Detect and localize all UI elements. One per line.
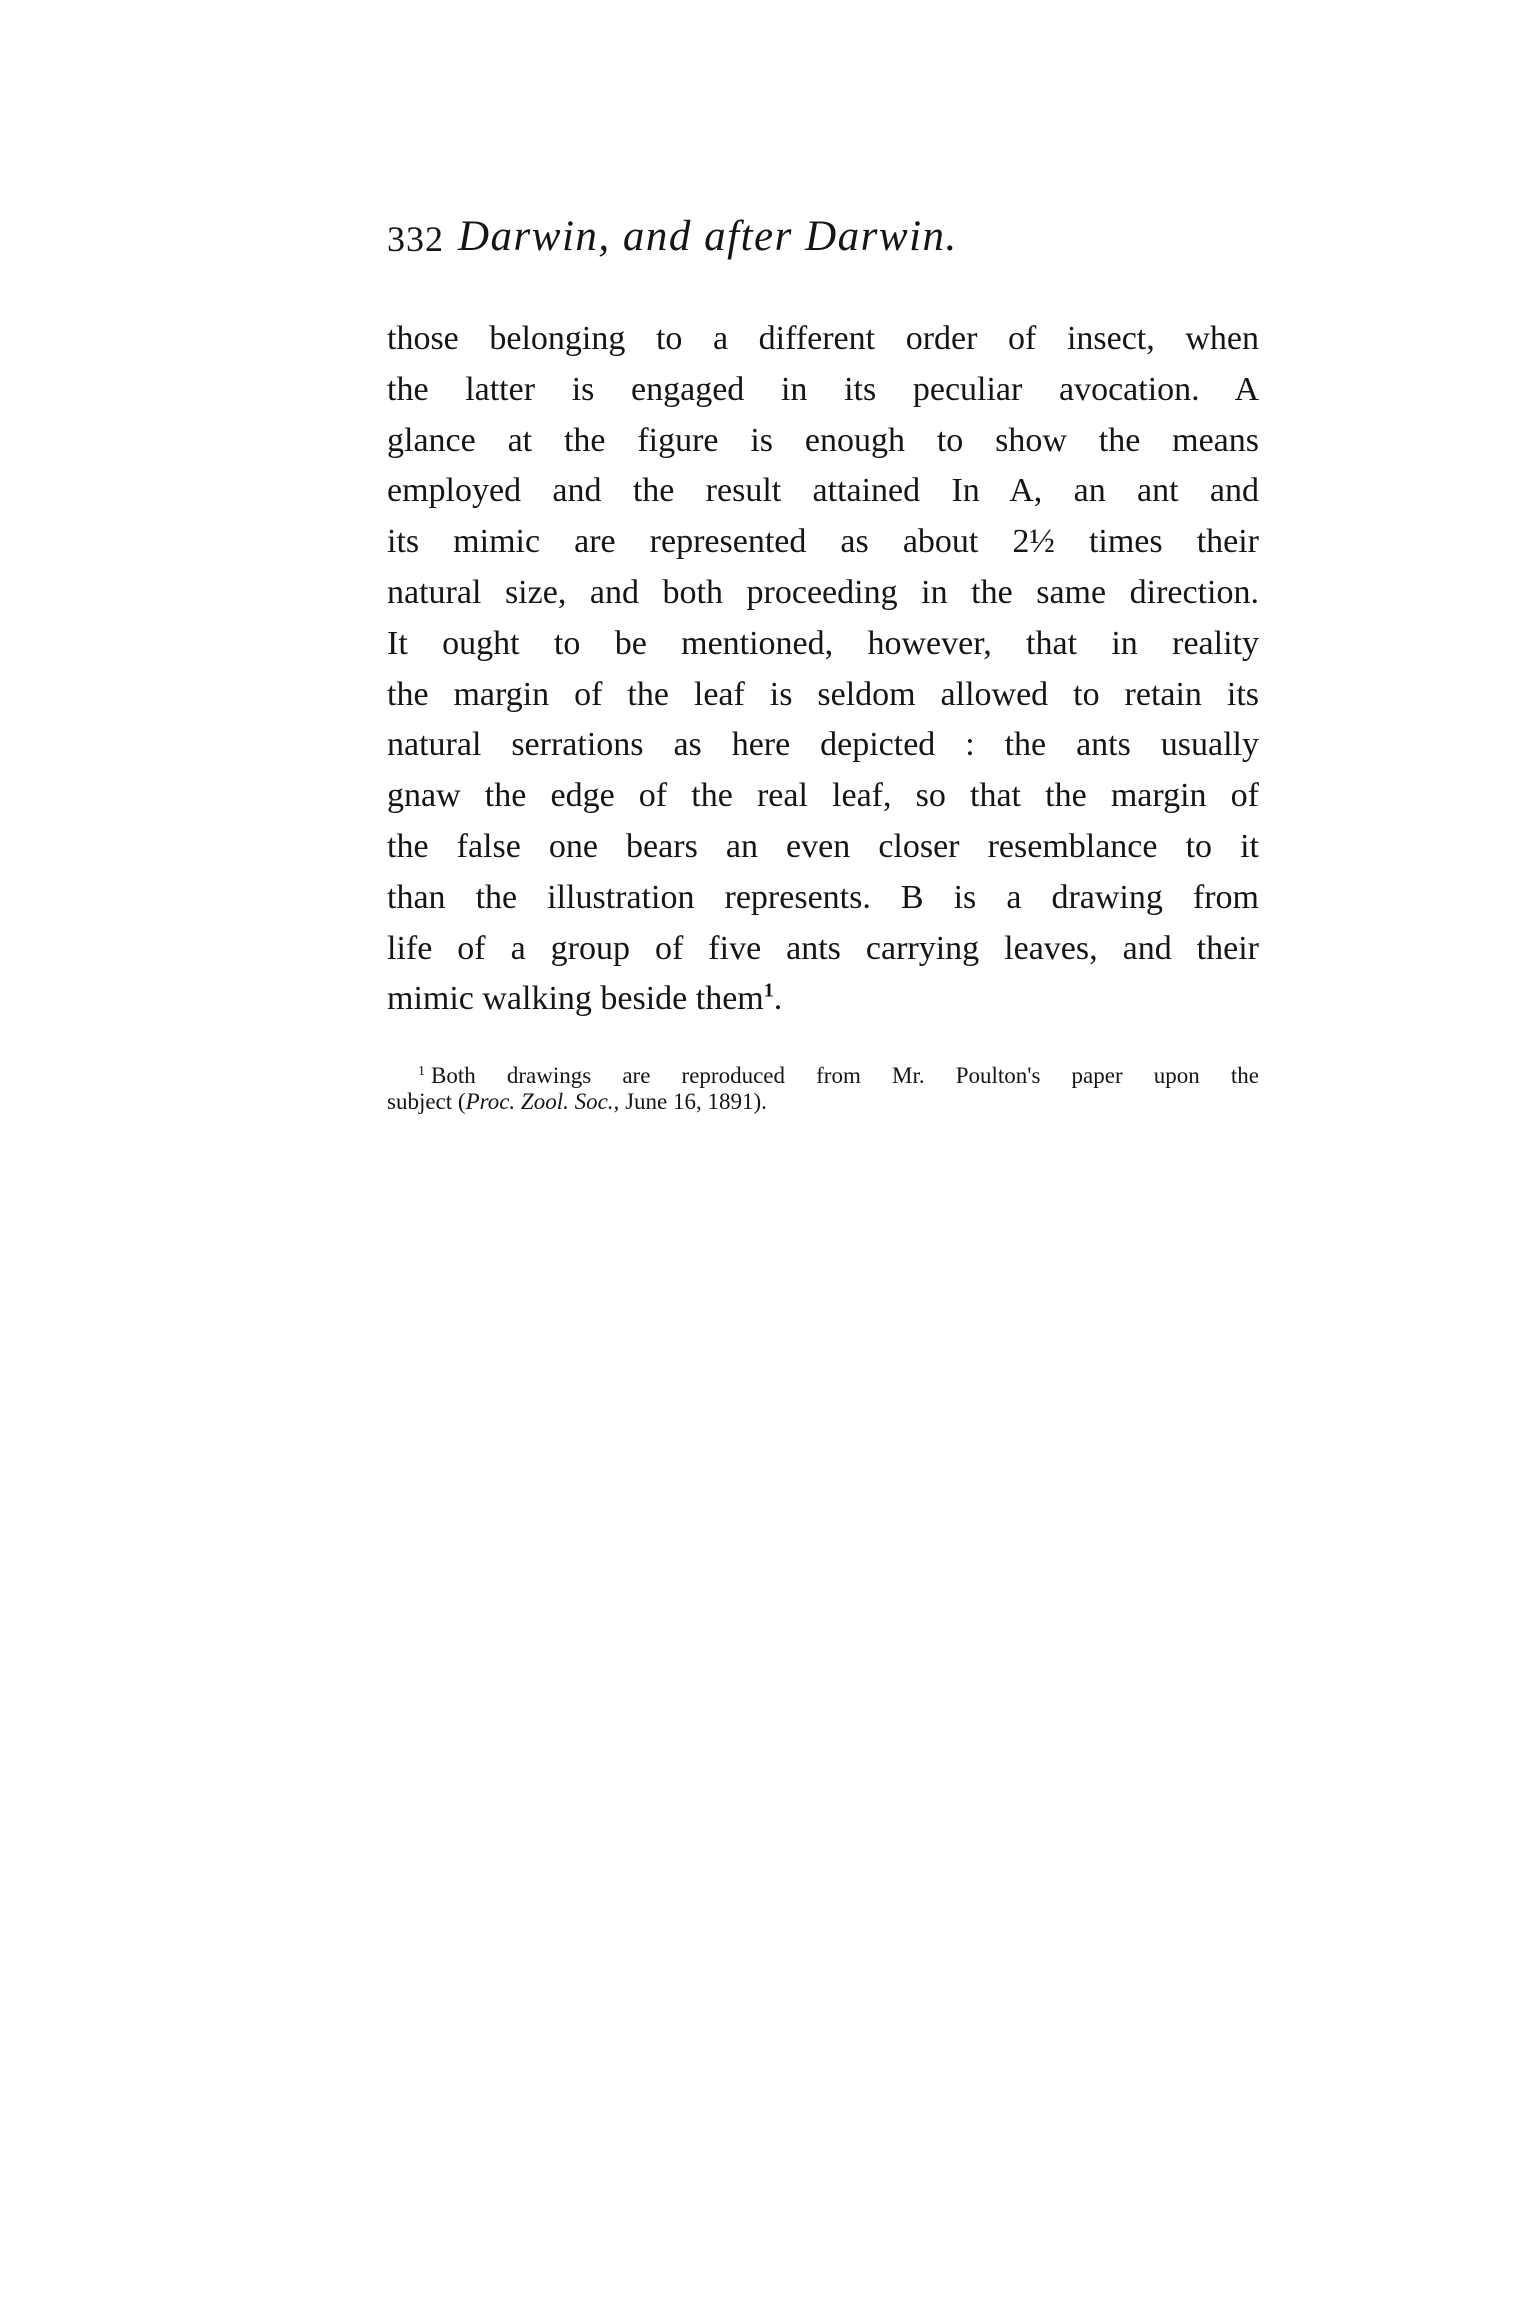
footnote-text: June 16, 1891). [619, 1089, 767, 1114]
footnote-line [387, 1057, 1259, 1087]
footnote-text: Both drawings are reproduced from Mr. Poulton's paper upon the [431, 1063, 1259, 1088]
text-line: gnaw the edge of the real leaf, so that the margin of [387, 777, 1259, 815]
text-line: natural size, and both proceeding in the same direction. [387, 573, 1259, 611]
footnote-text: subject ( [387, 1089, 466, 1114]
text-line: the false one bears an even closer resemblance to it [387, 827, 1259, 865]
running-header [387, 212, 1259, 268]
citation-journal: Proc. Zool. Soc., [465, 1089, 620, 1114]
text-line: employed and the result attained In A, an ant and [387, 472, 1259, 510]
running-title: Darwin, and after Darwin. [458, 213, 958, 260]
text-line: the latter is engaged in its peculiar avocation. A [387, 370, 1259, 408]
text-line-content: mimic walking beside them [387, 980, 764, 1018]
page-number: 332 [387, 219, 444, 259]
footnote-reference: 1 [763, 980, 774, 1003]
footnote-marker: 1 [418, 1064, 425, 1079]
text-line: those belonging to a different order of insect, when [387, 320, 1259, 357]
text-line: glance at the figure is enough to show the means [387, 421, 1259, 459]
footnote-line [387, 1087, 1259, 1117]
footnote [387, 1057, 1259, 1117]
text-line: mimic walking beside them$^1$. [387, 980, 783, 1018]
text-line: its mimic are represented as about 2½ times their [387, 523, 1259, 561]
text-line: than the illustration represents. B is a drawing from [387, 878, 1259, 916]
text-line: It ought to be mentioned, however, that in reality [387, 624, 1259, 662]
text-line: life of a group of five ants carrying leaves, and their [387, 929, 1259, 967]
body-text [387, 314, 1259, 1025]
text-line: natural serrations as here depicted : the ants usually [387, 726, 1259, 764]
text-line: the margin of the leaf is seldom allowed to retain its [387, 675, 1259, 713]
